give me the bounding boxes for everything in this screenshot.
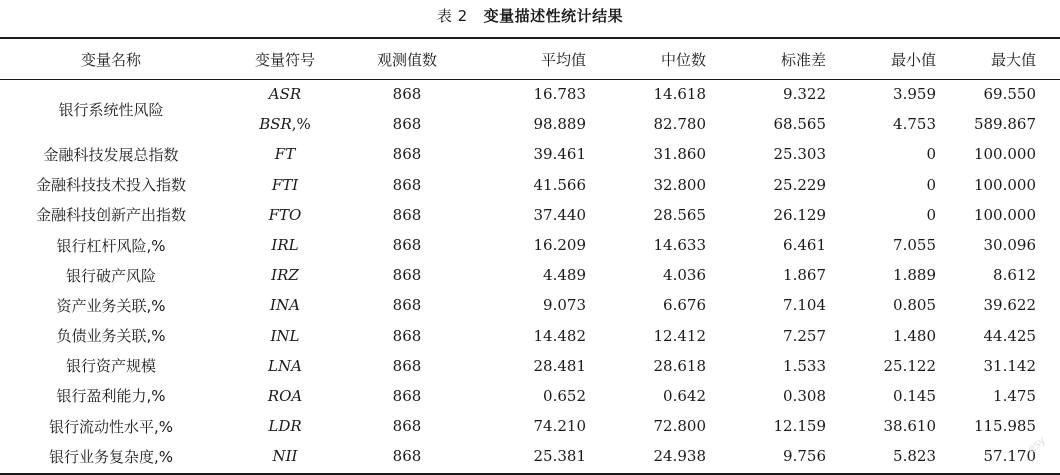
header-observations: 观测值数: [376, 50, 437, 69]
cell-max: 100.000: [973, 175, 1036, 194]
cell-mean: 4.489: [543, 266, 586, 285]
cell-std-dev: 1.867: [783, 266, 826, 285]
cell-variable-name: 金融科技技术投入指数: [35, 176, 186, 195]
cell-mean: 37.440: [533, 205, 586, 224]
cell-variable-symbol: ASR: [268, 85, 302, 104]
cell-mean: 98.889: [533, 115, 586, 134]
cell-median: 4.036: [663, 266, 706, 285]
descriptive-statistics-table: [0, 39, 1060, 471]
cell-min: 5.823: [893, 447, 936, 466]
cell-variable-name: 金融科技发展总指数: [43, 145, 179, 164]
unit-suffix: ,%: [291, 115, 311, 134]
cell-variable-symbol: INA: [270, 296, 300, 315]
cell-median: 72.800: [653, 417, 706, 436]
cell-std-dev: 9.756: [783, 447, 826, 466]
header-variable-symbol: 变量符号: [254, 50, 315, 69]
cell-median: 28.618: [653, 356, 706, 375]
cell-observations: 868: [392, 296, 422, 315]
cell-min: 1.889: [893, 266, 936, 285]
cell-observations: 868: [392, 236, 422, 255]
cell-max: 30.096: [983, 236, 1036, 255]
header-median: 中位数: [660, 50, 706, 69]
cell-variable-name: 银行系统性风险: [58, 100, 164, 119]
table-number: 表 2: [436, 7, 468, 25]
cell-observations: 868: [392, 145, 422, 164]
cell-mean: 41.566: [533, 175, 586, 194]
cell-median: 32.800: [653, 175, 706, 194]
cell-std-dev: 1.533: [783, 356, 826, 375]
cell-min: 0: [926, 205, 936, 224]
cell-median: 28.565: [653, 205, 706, 224]
cell-std-dev: 0.308: [783, 386, 826, 405]
table-row: [0, 170, 1060, 200]
cell-mean: 14.482: [533, 326, 586, 345]
cell-variable-name: 银行盈利能力,%: [56, 387, 166, 406]
cell-observations: 868: [392, 386, 422, 405]
cell-median: 14.618: [653, 85, 706, 104]
cell-variable-symbol: LNA: [268, 356, 302, 375]
cell-variable-symbol: [222, 109, 348, 139]
cell-max: 69.550: [983, 85, 1036, 104]
table-row: [0, 230, 1060, 260]
cell-mean: 0.652: [543, 386, 586, 405]
cell-std-dev: 26.129: [773, 205, 826, 224]
cell-max: 1.475: [993, 386, 1036, 405]
cell-min: 0: [926, 145, 936, 164]
cell-min: 1.480: [893, 326, 936, 345]
cell-median: 14.633: [653, 236, 706, 255]
cell-max: 589.867: [973, 115, 1036, 134]
header-max: 最大值: [990, 50, 1036, 69]
header-mean: 平均值: [540, 50, 586, 69]
cell-variable-symbol: FTI: [271, 175, 299, 194]
table-title: 变量描述性统计结果: [483, 7, 624, 25]
cell-mean: 16.209: [533, 236, 586, 255]
table-row: [0, 260, 1060, 290]
symbol-text: BSR: [259, 115, 292, 134]
cell-max: 100.000: [973, 145, 1036, 164]
table-row: [0, 139, 1060, 169]
cell-observations: 868: [392, 326, 422, 345]
cell-mean: 28.481: [533, 356, 586, 375]
cell-median: 24.938: [653, 447, 706, 466]
table-row: [0, 351, 1060, 381]
cell-observations: 868: [392, 417, 422, 436]
header-row: [0, 39, 1060, 79]
cell-min: 0: [926, 175, 936, 194]
cell-observations: 868: [392, 356, 422, 375]
table-row: [0, 321, 1060, 351]
cell-variable-name: 银行业务复杂度,%: [48, 447, 174, 466]
cell-observations: 868: [392, 205, 422, 224]
cell-min: 0.805: [893, 296, 936, 315]
cell-observations: 868: [392, 266, 422, 285]
header-variable-name: 变量名称: [80, 50, 141, 69]
cell-variable-name: 银行流动性水平,%: [48, 417, 174, 436]
cell-variable-symbol: ROA: [267, 386, 303, 405]
cell-variable-symbol: INL: [270, 326, 300, 345]
cell-variable-name: 银行资产规模: [65, 357, 156, 376]
cell-median: 82.780: [653, 115, 706, 134]
table-row: [0, 290, 1060, 320]
cell-observations: 868: [392, 175, 422, 194]
cell-std-dev: 25.303: [773, 145, 826, 164]
cell-max: 115.985: [973, 417, 1036, 436]
cell-std-dev: 7.104: [783, 296, 826, 315]
cell-variable-symbol: NII: [272, 447, 298, 466]
cell-median: 31.860: [653, 145, 706, 164]
cell-mean: 74.210: [533, 417, 586, 436]
table-caption: [0, 5, 1060, 27]
cell-variable-name: 银行杠杆风险,%: [56, 236, 166, 255]
cell-std-dev: 9.322: [783, 85, 826, 104]
cell-observations: 868: [392, 115, 422, 134]
header-min: 最小值: [890, 50, 936, 69]
cell-min: 38.610: [883, 417, 936, 436]
cell-max: 57.170: [983, 447, 1036, 466]
cell-min: 4.753: [893, 115, 936, 134]
cell-variable-name: 金融科技创新产出指数: [35, 206, 186, 225]
cell-median: 12.412: [653, 326, 706, 345]
cell-observations: 868: [392, 85, 422, 104]
cell-min: 25.122: [883, 356, 936, 375]
cell-max: 39.622: [983, 296, 1036, 315]
cell-variable-symbol: LDR: [268, 417, 302, 436]
cell-min: 0.145: [893, 386, 936, 405]
cell-std-dev: 68.565: [773, 115, 826, 134]
cell-variable-name: 银行破产风险: [65, 266, 156, 285]
header-std-dev: 标准差: [780, 50, 826, 69]
cell-variable-name: 负债业务关联,%: [56, 327, 166, 346]
table-row: [0, 200, 1060, 230]
cell-mean: 9.073: [543, 296, 586, 315]
cell-variable-symbol: FTO: [268, 205, 302, 224]
cell-mean: 25.381: [533, 447, 586, 466]
cell-variable-symbol: IRL: [271, 236, 299, 255]
table-row: [0, 441, 1060, 471]
watermark: esy: [1025, 433, 1048, 456]
cell-mean: 16.783: [533, 85, 586, 104]
cell-max: 31.142: [983, 356, 1036, 375]
cell-std-dev: 6.461: [783, 236, 826, 255]
cell-max: 44.425: [983, 326, 1036, 345]
cell-mean: 39.461: [533, 145, 586, 164]
cell-max: 8.612: [993, 266, 1036, 285]
cell-std-dev: 12.159: [773, 417, 826, 436]
cell-std-dev: 7.257: [783, 326, 826, 345]
table-row: [0, 381, 1060, 411]
cell-std-dev: 25.229: [773, 175, 826, 194]
cell-variable-symbol: FT: [274, 145, 296, 164]
cell-median: 0.642: [663, 386, 706, 405]
table-row: [0, 79, 1060, 109]
cell-max: 100.000: [973, 205, 1036, 224]
cell-observations: 868: [392, 447, 422, 466]
cell-min: 3.959: [893, 85, 936, 104]
cell-median: 6.676: [663, 296, 706, 315]
cell-min: 7.055: [893, 236, 936, 255]
table-row: [0, 411, 1060, 441]
cell-variable-symbol: IRZ: [271, 266, 299, 285]
cell-variable-name: 资产业务关联,%: [56, 296, 166, 315]
